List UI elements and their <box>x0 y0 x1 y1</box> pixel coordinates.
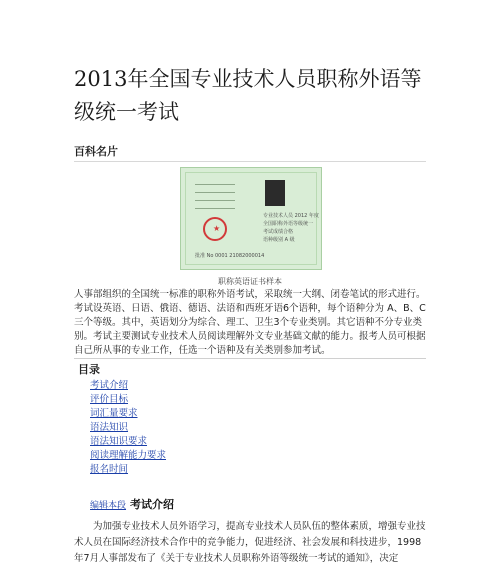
image-caption: 职称英语证书样本 <box>218 277 282 286</box>
certificate-text: 专业技术人员 2012 年度 <box>263 213 319 219</box>
seal-star-icon: ★ <box>213 224 221 233</box>
certificate-text: 考试成绩合格 <box>263 229 294 235</box>
toc-title: 目录 <box>78 363 100 376</box>
certificate-line <box>195 208 235 209</box>
page-title: 2013年全国专业技术人员职称外语等级统一考试 <box>74 67 422 124</box>
section-label: 百科名片 <box>74 143 426 162</box>
certificate-photo <box>265 180 285 206</box>
toc-item-exam-intro[interactable]: 考试介绍 <box>90 380 129 391</box>
edit-section-link[interactable]: 编辑本段 <box>90 501 127 511</box>
subsection-heading-row <box>90 496 174 512</box>
toc-item-registration-time[interactable]: 报名时间 <box>90 464 129 475</box>
body-text: 为加强专业技术人员外语学习，提高专业技术人员队伍的整体素质，增强专业技术人员在国际经济技术合作中的竞争能力，促进经济、社会发展和科技进步，1998年7月人事部发布了《关于专业技术人员职称外语等级统一考试的通知》，决定 <box>74 521 426 564</box>
toc-item-grammar-requirements[interactable]: 语法知识要求 <box>90 436 148 447</box>
toc-item-reading-requirements[interactable]: 阅读理解能力要求 <box>90 450 167 461</box>
table-of-contents <box>74 358 426 483</box>
intro-paragraph: 人事部组织的全国统一标准的职称外语考试，采取统一大纲、闭卷笔试的形式进行。考试设英语、日语、俄语、德语、法语和西班牙语6个语种，每个语种分为 A、B、C 三个等级。其中，英语划分为综合、理工、卫生3个专业类别。其它语种不分专业类别。考试主要测试专业技术人员阅读理解外文专业基础文献的能力。报考人员可根据自己所从事的专业工作，任选一个语种及有关类别参加考试。 <box>74 289 426 356</box>
subsection-heading: 考试介绍 <box>130 498 175 511</box>
body-paragraph <box>74 519 426 567</box>
toc-item-evaluation-goals[interactable]: 评价目标 <box>90 394 129 405</box>
toc-list <box>90 379 166 477</box>
toc-item-vocabulary-requirements[interactable]: 词汇量要求 <box>90 408 138 419</box>
certificate-seal <box>203 217 227 241</box>
toc-item-grammar-knowledge[interactable]: 语法知识 <box>90 422 129 433</box>
certificate-text: 全国职称外语等级统一 <box>263 221 314 227</box>
certificate-serial: 批准 No 0001 21082000014 <box>195 253 265 259</box>
certificate-image[interactable] <box>180 167 322 270</box>
certificate-line <box>195 192 235 193</box>
certificate-text: 语种级别 A 级 <box>263 237 295 243</box>
certificate-line <box>195 200 235 201</box>
certificate-line <box>195 184 235 185</box>
